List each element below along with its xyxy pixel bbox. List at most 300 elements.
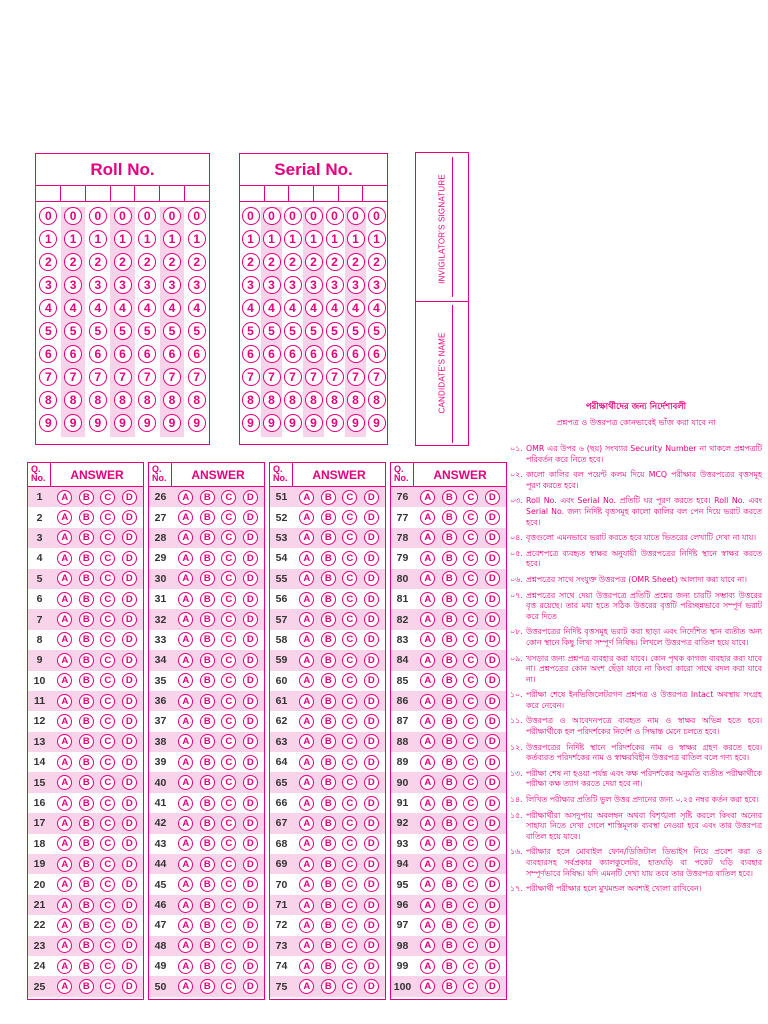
option-bubble-a[interactable]: A [420, 714, 435, 729]
option-bubble-c[interactable]: C [342, 612, 357, 627]
option-bubble-d[interactable]: D [243, 510, 258, 525]
option-bubble-c[interactable]: C [221, 959, 236, 974]
candidate-name-field[interactable] [452, 305, 453, 443]
option-bubble-d[interactable]: D [243, 571, 258, 586]
option-bubble-b[interactable]: B [79, 510, 94, 525]
option-bubble-b[interactable]: B [442, 571, 457, 586]
option-bubble-c[interactable]: C [221, 836, 236, 851]
option-bubble-a[interactable]: A [57, 918, 72, 933]
serial-digit-bubble[interactable]: 9 [347, 414, 365, 432]
option-bubble-c[interactable]: C [463, 796, 478, 811]
option-bubble-d[interactable]: D [122, 898, 137, 913]
option-bubble-c[interactable]: C [221, 490, 236, 505]
option-bubble-a[interactable]: A [57, 694, 72, 709]
serial-digit-bubble[interactable]: 9 [368, 414, 386, 432]
roll-digit-bubble[interactable]: 4 [188, 299, 206, 317]
option-bubble-a[interactable]: A [57, 551, 72, 566]
option-bubble-a[interactable]: A [57, 816, 72, 831]
roll-digit-bubble[interactable]: 9 [39, 414, 57, 432]
option-bubble-c[interactable]: C [463, 551, 478, 566]
roll-digit-bubble[interactable]: 8 [89, 391, 107, 409]
serial-digit-bubble[interactable]: 6 [242, 345, 260, 363]
option-bubble-a[interactable]: A [57, 938, 72, 953]
option-bubble-a[interactable]: A [299, 918, 314, 933]
roll-digit-cell[interactable] [86, 186, 111, 201]
roll-digit-cell[interactable] [185, 186, 209, 201]
option-bubble-a[interactable]: A [57, 775, 72, 790]
option-bubble-d[interactable]: D [485, 490, 500, 505]
option-bubble-d[interactable]: D [364, 775, 379, 790]
option-bubble-a[interactable]: A [299, 816, 314, 831]
option-bubble-b[interactable]: B [321, 612, 336, 627]
option-bubble-b[interactable]: B [79, 490, 94, 505]
option-bubble-a[interactable]: A [420, 898, 435, 913]
roll-digit-bubble[interactable]: 1 [64, 230, 82, 248]
option-bubble-d[interactable]: D [122, 755, 137, 770]
option-bubble-c[interactable]: C [100, 877, 115, 892]
roll-digit-bubble[interactable]: 3 [89, 276, 107, 294]
option-bubble-c[interactable]: C [221, 632, 236, 647]
option-bubble-a[interactable]: A [299, 694, 314, 709]
serial-digit-bubble[interactable]: 9 [305, 414, 323, 432]
option-bubble-c[interactable]: C [221, 571, 236, 586]
roll-digit-bubble[interactable]: 0 [89, 207, 107, 225]
option-bubble-d[interactable]: D [485, 530, 500, 545]
option-bubble-c[interactable]: C [463, 775, 478, 790]
option-bubble-a[interactable]: A [57, 673, 72, 688]
roll-digit-bubble[interactable]: 8 [188, 391, 206, 409]
serial-digit-bubble[interactable]: 3 [326, 276, 344, 294]
option-bubble-d[interactable]: D [243, 877, 258, 892]
option-bubble-d[interactable]: D [364, 816, 379, 831]
option-bubble-b[interactable]: B [442, 694, 457, 709]
option-bubble-d[interactable]: D [364, 592, 379, 607]
serial-digit-bubble[interactable]: 7 [284, 368, 302, 386]
option-bubble-a[interactable]: A [57, 592, 72, 607]
option-bubble-a[interactable]: A [299, 775, 314, 790]
roll-digit-bubble[interactable]: 8 [64, 391, 82, 409]
option-bubble-d[interactable]: D [243, 979, 258, 994]
option-bubble-b[interactable]: B [321, 857, 336, 872]
option-bubble-d[interactable]: D [122, 694, 137, 709]
roll-digit-bubble[interactable]: 7 [89, 368, 107, 386]
option-bubble-a[interactable]: A [57, 530, 72, 545]
option-bubble-b[interactable]: B [442, 796, 457, 811]
roll-digit-bubble[interactable]: 4 [114, 299, 132, 317]
option-bubble-d[interactable]: D [364, 877, 379, 892]
option-bubble-b[interactable]: B [200, 979, 215, 994]
serial-digit-bubble[interactable]: 3 [263, 276, 281, 294]
roll-digit-bubble[interactable]: 1 [163, 230, 181, 248]
serial-digit-bubble[interactable]: 9 [263, 414, 281, 432]
option-bubble-c[interactable]: C [100, 673, 115, 688]
option-bubble-d[interactable]: D [243, 775, 258, 790]
option-bubble-b[interactable]: B [200, 775, 215, 790]
option-bubble-c[interactable]: C [463, 714, 478, 729]
option-bubble-b[interactable]: B [79, 877, 94, 892]
option-bubble-a[interactable]: A [178, 612, 193, 627]
roll-digit-bubble[interactable]: 2 [163, 253, 181, 271]
option-bubble-a[interactable]: A [420, 571, 435, 586]
serial-digit-bubble[interactable]: 1 [305, 230, 323, 248]
serial-digit-bubble[interactable]: 1 [263, 230, 281, 248]
option-bubble-c[interactable]: C [221, 551, 236, 566]
option-bubble-b[interactable]: B [200, 938, 215, 953]
option-bubble-b[interactable]: B [442, 530, 457, 545]
option-bubble-c[interactable]: C [221, 775, 236, 790]
option-bubble-a[interactable]: A [57, 979, 72, 994]
option-bubble-c[interactable]: C [100, 734, 115, 749]
option-bubble-a[interactable]: A [299, 632, 314, 647]
option-bubble-d[interactable]: D [364, 918, 379, 933]
option-bubble-a[interactable]: A [57, 877, 72, 892]
option-bubble-b[interactable]: B [200, 673, 215, 688]
option-bubble-a[interactable]: A [299, 551, 314, 566]
option-bubble-b[interactable]: B [79, 755, 94, 770]
option-bubble-a[interactable]: A [299, 979, 314, 994]
roll-digit-bubble[interactable]: 3 [138, 276, 156, 294]
option-bubble-d[interactable]: D [364, 979, 379, 994]
roll-digit-bubble[interactable]: 7 [114, 368, 132, 386]
option-bubble-c[interactable]: C [221, 857, 236, 872]
option-bubble-a[interactable]: A [178, 734, 193, 749]
serial-digit-bubble[interactable]: 1 [368, 230, 386, 248]
serial-digit-bubble[interactable]: 2 [326, 253, 344, 271]
roll-digit-bubble[interactable]: 0 [64, 207, 82, 225]
option-bubble-a[interactable]: A [420, 836, 435, 851]
option-bubble-a[interactable]: A [57, 612, 72, 627]
option-bubble-c[interactable]: C [221, 938, 236, 953]
option-bubble-b[interactable]: B [79, 673, 94, 688]
option-bubble-d[interactable]: D [243, 734, 258, 749]
option-bubble-c[interactable]: C [342, 755, 357, 770]
serial-digit-bubble[interactable]: 8 [368, 391, 386, 409]
option-bubble-b[interactable]: B [442, 592, 457, 607]
option-bubble-b[interactable]: B [200, 612, 215, 627]
option-bubble-c[interactable]: C [342, 898, 357, 913]
serial-digit-cell[interactable] [289, 186, 314, 201]
option-bubble-b[interactable]: B [79, 592, 94, 607]
option-bubble-a[interactable]: A [57, 653, 72, 668]
option-bubble-d[interactable]: D [122, 796, 137, 811]
option-bubble-b[interactable]: B [321, 918, 336, 933]
serial-digit-bubble[interactable]: 3 [368, 276, 386, 294]
option-bubble-c[interactable]: C [221, 530, 236, 545]
option-bubble-d[interactable]: D [364, 510, 379, 525]
option-bubble-a[interactable]: A [299, 714, 314, 729]
option-bubble-b[interactable]: B [442, 918, 457, 933]
option-bubble-c[interactable]: C [100, 612, 115, 627]
option-bubble-a[interactable]: A [178, 979, 193, 994]
option-bubble-b[interactable]: B [79, 796, 94, 811]
serial-digit-bubble[interactable]: 7 [347, 368, 365, 386]
serial-digit-bubble[interactable]: 0 [305, 207, 323, 225]
serial-digit-bubble[interactable]: 8 [284, 391, 302, 409]
option-bubble-d[interactable]: D [485, 734, 500, 749]
serial-digit-bubble[interactable]: 5 [347, 322, 365, 340]
roll-digit-bubble[interactable]: 0 [114, 207, 132, 225]
roll-digit-bubble[interactable]: 2 [188, 253, 206, 271]
option-bubble-c[interactable]: C [100, 816, 115, 831]
serial-digit-bubble[interactable]: 5 [368, 322, 386, 340]
option-bubble-b[interactable]: B [200, 694, 215, 709]
option-bubble-c[interactable]: C [342, 510, 357, 525]
option-bubble-c[interactable]: C [221, 673, 236, 688]
option-bubble-b[interactable]: B [321, 938, 336, 953]
option-bubble-c[interactable]: C [100, 775, 115, 790]
serial-digit-bubble[interactable]: 8 [305, 391, 323, 409]
option-bubble-b[interactable]: B [200, 959, 215, 974]
option-bubble-c[interactable]: C [463, 836, 478, 851]
option-bubble-b[interactable]: B [200, 734, 215, 749]
option-bubble-b[interactable]: B [321, 877, 336, 892]
roll-digit-bubble[interactable]: 7 [39, 368, 57, 386]
roll-digit-bubble[interactable]: 7 [163, 368, 181, 386]
option-bubble-d[interactable]: D [243, 490, 258, 505]
option-bubble-c[interactable]: C [342, 857, 357, 872]
option-bubble-a[interactable]: A [299, 510, 314, 525]
option-bubble-a[interactable]: A [178, 877, 193, 892]
option-bubble-b[interactable]: B [321, 836, 336, 851]
option-bubble-c[interactable]: C [463, 673, 478, 688]
option-bubble-b[interactable]: B [442, 816, 457, 831]
option-bubble-b[interactable]: B [200, 653, 215, 668]
option-bubble-c[interactable]: C [100, 694, 115, 709]
option-bubble-d[interactable]: D [122, 551, 137, 566]
option-bubble-b[interactable]: B [321, 653, 336, 668]
option-bubble-c[interactable]: C [342, 938, 357, 953]
serial-digit-bubble[interactable]: 3 [242, 276, 260, 294]
option-bubble-c[interactable]: C [342, 775, 357, 790]
option-bubble-b[interactable]: B [79, 959, 94, 974]
option-bubble-d[interactable]: D [364, 694, 379, 709]
option-bubble-b[interactable]: B [200, 632, 215, 647]
option-bubble-d[interactable]: D [485, 918, 500, 933]
roll-digit-bubble[interactable]: 9 [114, 414, 132, 432]
option-bubble-c[interactable]: C [221, 714, 236, 729]
roll-digit-bubble[interactable]: 5 [188, 322, 206, 340]
roll-digit-bubble[interactable]: 5 [163, 322, 181, 340]
serial-digit-bubble[interactable]: 8 [263, 391, 281, 409]
roll-digit-bubble[interactable]: 6 [188, 345, 206, 363]
option-bubble-b[interactable]: B [442, 959, 457, 974]
serial-digit-bubble[interactable]: 7 [242, 368, 260, 386]
option-bubble-d[interactable]: D [364, 632, 379, 647]
roll-digit-bubble[interactable]: 6 [163, 345, 181, 363]
option-bubble-a[interactable]: A [299, 857, 314, 872]
option-bubble-c[interactable]: C [463, 490, 478, 505]
option-bubble-c[interactable]: C [463, 694, 478, 709]
option-bubble-a[interactable]: A [299, 959, 314, 974]
option-bubble-b[interactable]: B [200, 755, 215, 770]
option-bubble-a[interactable]: A [178, 632, 193, 647]
option-bubble-d[interactable]: D [364, 714, 379, 729]
option-bubble-d[interactable]: D [364, 551, 379, 566]
option-bubble-b[interactable]: B [442, 551, 457, 566]
option-bubble-b[interactable]: B [79, 632, 94, 647]
option-bubble-d[interactable]: D [122, 653, 137, 668]
option-bubble-d[interactable]: D [122, 918, 137, 933]
serial-digit-bubble[interactable]: 6 [263, 345, 281, 363]
option-bubble-b[interactable]: B [200, 571, 215, 586]
option-bubble-b[interactable]: B [442, 653, 457, 668]
option-bubble-a[interactable]: A [57, 734, 72, 749]
option-bubble-d[interactable]: D [243, 673, 258, 688]
serial-digit-bubble[interactable]: 5 [284, 322, 302, 340]
option-bubble-a[interactable]: A [420, 510, 435, 525]
option-bubble-a[interactable]: A [299, 898, 314, 913]
option-bubble-b[interactable]: B [200, 877, 215, 892]
option-bubble-c[interactable]: C [100, 959, 115, 974]
serial-digit-cell[interactable] [363, 186, 387, 201]
option-bubble-a[interactable]: A [420, 551, 435, 566]
option-bubble-d[interactable]: D [243, 714, 258, 729]
option-bubble-b[interactable]: B [321, 490, 336, 505]
roll-digit-bubble[interactable]: 2 [89, 253, 107, 271]
option-bubble-b[interactable]: B [321, 979, 336, 994]
option-bubble-d[interactable]: D [122, 938, 137, 953]
option-bubble-b[interactable]: B [79, 816, 94, 831]
option-bubble-b[interactable]: B [321, 510, 336, 525]
option-bubble-c[interactable]: C [100, 571, 115, 586]
option-bubble-d[interactable]: D [364, 530, 379, 545]
serial-digit-bubble[interactable]: 3 [347, 276, 365, 294]
roll-digit-bubble[interactable]: 9 [64, 414, 82, 432]
option-bubble-c[interactable]: C [221, 877, 236, 892]
option-bubble-d[interactable]: D [243, 755, 258, 770]
serial-digit-bubble[interactable]: 2 [305, 253, 323, 271]
option-bubble-c[interactable]: C [100, 714, 115, 729]
option-bubble-a[interactable]: A [420, 653, 435, 668]
roll-digit-bubble[interactable]: 6 [138, 345, 156, 363]
option-bubble-b[interactable]: B [200, 551, 215, 566]
option-bubble-c[interactable]: C [221, 653, 236, 668]
serial-digit-bubble[interactable]: 2 [242, 253, 260, 271]
roll-digit-bubble[interactable]: 0 [188, 207, 206, 225]
option-bubble-c[interactable]: C [463, 918, 478, 933]
option-bubble-b[interactable]: B [79, 612, 94, 627]
roll-digit-cell[interactable] [160, 186, 185, 201]
option-bubble-c[interactable]: C [342, 959, 357, 974]
option-bubble-d[interactable]: D [122, 714, 137, 729]
option-bubble-a[interactable]: A [178, 653, 193, 668]
option-bubble-a[interactable]: A [178, 816, 193, 831]
option-bubble-d[interactable]: D [122, 734, 137, 749]
option-bubble-a[interactable]: A [178, 673, 193, 688]
option-bubble-b[interactable]: B [200, 918, 215, 933]
option-bubble-d[interactable]: D [485, 551, 500, 566]
option-bubble-d[interactable]: D [485, 775, 500, 790]
option-bubble-d[interactable]: D [485, 694, 500, 709]
serial-digit-bubble[interactable]: 7 [326, 368, 344, 386]
roll-digit-bubble[interactable]: 3 [114, 276, 132, 294]
option-bubble-c[interactable]: C [100, 836, 115, 851]
option-bubble-c[interactable]: C [221, 734, 236, 749]
serial-digit-bubble[interactable]: 5 [242, 322, 260, 340]
option-bubble-a[interactable]: A [299, 755, 314, 770]
option-bubble-d[interactable]: D [364, 571, 379, 586]
option-bubble-b[interactable]: B [79, 571, 94, 586]
serial-digit-bubble[interactable]: 0 [326, 207, 344, 225]
option-bubble-d[interactable]: D [485, 857, 500, 872]
serial-digit-bubble[interactable]: 3 [284, 276, 302, 294]
serial-digit-bubble[interactable]: 2 [263, 253, 281, 271]
roll-digit-bubble[interactable]: 3 [39, 276, 57, 294]
option-bubble-b[interactable]: B [200, 836, 215, 851]
option-bubble-a[interactable]: A [57, 857, 72, 872]
option-bubble-d[interactable]: D [243, 551, 258, 566]
option-bubble-d[interactable]: D [485, 632, 500, 647]
option-bubble-c[interactable]: C [463, 898, 478, 913]
option-bubble-c[interactable]: C [100, 857, 115, 872]
option-bubble-b[interactable]: B [200, 796, 215, 811]
invigilator-signature-field[interactable] [452, 157, 453, 297]
option-bubble-c[interactable]: C [463, 530, 478, 545]
option-bubble-c[interactable]: C [342, 816, 357, 831]
roll-digit-bubble[interactable]: 4 [138, 299, 156, 317]
option-bubble-b[interactable]: B [200, 714, 215, 729]
option-bubble-c[interactable]: C [221, 612, 236, 627]
roll-digit-bubble[interactable]: 2 [138, 253, 156, 271]
option-bubble-a[interactable]: A [420, 694, 435, 709]
option-bubble-b[interactable]: B [442, 673, 457, 688]
option-bubble-b[interactable]: B [442, 632, 457, 647]
option-bubble-d[interactable]: D [364, 836, 379, 851]
option-bubble-d[interactable]: D [364, 898, 379, 913]
option-bubble-d[interactable]: D [122, 490, 137, 505]
option-bubble-c[interactable]: C [100, 510, 115, 525]
option-bubble-c[interactable]: C [100, 592, 115, 607]
option-bubble-d[interactable]: D [364, 796, 379, 811]
serial-digit-bubble[interactable]: 3 [305, 276, 323, 294]
roll-digit-bubble[interactable]: 3 [163, 276, 181, 294]
option-bubble-a[interactable]: A [178, 714, 193, 729]
option-bubble-d[interactable]: D [485, 979, 500, 994]
option-bubble-c[interactable]: C [342, 530, 357, 545]
option-bubble-c[interactable]: C [463, 979, 478, 994]
option-bubble-a[interactable]: A [178, 938, 193, 953]
option-bubble-a[interactable]: A [299, 653, 314, 668]
option-bubble-c[interactable]: C [221, 918, 236, 933]
option-bubble-a[interactable]: A [178, 755, 193, 770]
option-bubble-b[interactable]: B [321, 734, 336, 749]
option-bubble-c[interactable]: C [463, 816, 478, 831]
option-bubble-a[interactable]: A [420, 775, 435, 790]
option-bubble-d[interactable]: D [364, 673, 379, 688]
option-bubble-d[interactable]: D [122, 612, 137, 627]
serial-digit-bubble[interactable]: 0 [263, 207, 281, 225]
roll-digit-cell[interactable] [111, 186, 136, 201]
serial-digit-bubble[interactable]: 6 [284, 345, 302, 363]
option-bubble-d[interactable]: D [485, 571, 500, 586]
roll-digit-bubble[interactable]: 8 [163, 391, 181, 409]
option-bubble-b[interactable]: B [79, 918, 94, 933]
serial-digit-cell[interactable] [339, 186, 364, 201]
serial-digit-bubble[interactable]: 0 [284, 207, 302, 225]
option-bubble-a[interactable]: A [299, 490, 314, 505]
serial-digit-bubble[interactable]: 1 [347, 230, 365, 248]
option-bubble-d[interactable]: D [122, 592, 137, 607]
option-bubble-c[interactable]: C [221, 755, 236, 770]
option-bubble-c[interactable]: C [342, 796, 357, 811]
option-bubble-a[interactable]: A [420, 816, 435, 831]
option-bubble-d[interactable]: D [364, 755, 379, 770]
option-bubble-c[interactable]: C [342, 551, 357, 566]
option-bubble-d[interactable]: D [485, 592, 500, 607]
roll-digit-cell[interactable] [61, 186, 86, 201]
roll-digit-cell[interactable] [36, 186, 61, 201]
serial-digit-bubble[interactable]: 4 [347, 299, 365, 317]
